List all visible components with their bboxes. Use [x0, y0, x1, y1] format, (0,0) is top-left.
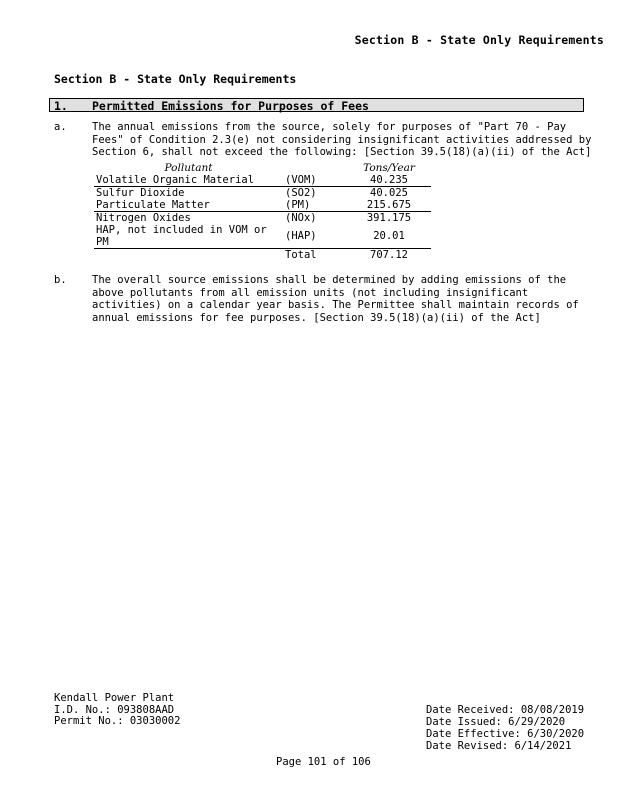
pollutant-cell: Particulate Matter [94, 199, 283, 212]
permit-number: Permit No.: 03030002 [54, 715, 181, 727]
date-effective: Date Effective: 6/30/2020 [426, 728, 585, 740]
emissions-table [94, 162, 431, 261]
page-number: Page 101 of 106 [276, 756, 371, 768]
date-issued: Date Issued: 6/29/2020 [426, 716, 566, 728]
abbr-cell: (SO2) [285, 187, 317, 199]
abbr-cell: (PM) [283, 199, 347, 212]
table-row [94, 212, 431, 225]
plant-name: Kendall Power Plant [54, 692, 175, 704]
date-revised: Date Revised: 6/14/2021 [426, 740, 572, 752]
paragraph-a-text: The annual emissions from the source, solely for purposes of "Part 70 - Pay Fees" of Condition 2.3(e) not considering insignificant activities addressed by Section 6, shall not exceed the following: [Section 39.5(18)(a)(ii) of the Act] [92, 121, 592, 158]
date-received: Date Received: 08/08/2019 [426, 704, 585, 716]
table-header-row [94, 162, 431, 174]
table-row [94, 199, 431, 212]
pollutant-header: Pollutant [164, 162, 213, 174]
tons-cell: 20.01 [347, 224, 431, 249]
paragraph-a-label: a. [54, 121, 67, 133]
tons-cell: 40.235 [347, 174, 431, 187]
pollutant-cell: Sulfur Dioxide [96, 187, 185, 199]
paragraph-b-text: The overall source emissions shall be determined by adding emissions of the above pollutants from all emission units (not including insignificant activities) on a calendar year basis. The Permittee shall maintain records of annual emissions for fee purposes. [Section 39.5(18)(a)(ii) of the Act] [92, 274, 579, 324]
total-label: Total [285, 249, 317, 261]
item-title: Permitted Emissions for Purposes of Fees [92, 99, 369, 113]
tons-header: Tons/Year [363, 162, 415, 174]
pollutant-cell: HAP, not included in VOM or PM [94, 224, 283, 249]
table-row [94, 174, 431, 187]
total-row [94, 249, 431, 262]
id-number: I.D. No.: 093808AAD [54, 703, 175, 716]
abbr-cell: (HAP) [283, 224, 347, 249]
running-header: Section B - State Only Requirements [354, 33, 604, 47]
pollutant-cell: Nitrogen Oxides [96, 212, 191, 224]
table-row [94, 187, 431, 200]
tons-cell: 215.675 [347, 199, 431, 212]
total-value: 707.12 [370, 249, 408, 261]
tons-cell: 391.175 [366, 212, 412, 224]
pollutant-cell: Volatile Organic Material [94, 174, 283, 187]
table-row [94, 224, 431, 249]
item-number: 1. [54, 99, 68, 113]
footer-left [54, 693, 180, 728]
abbr-cell: (VOM) [283, 174, 347, 187]
footer-right [426, 704, 584, 752]
section-heading: Section B - State Only Requirements [54, 72, 297, 86]
paragraph-b-label: b. [54, 274, 67, 286]
tons-cell: 40.025 [370, 187, 408, 199]
abbr-cell: (NOx) [285, 212, 317, 224]
